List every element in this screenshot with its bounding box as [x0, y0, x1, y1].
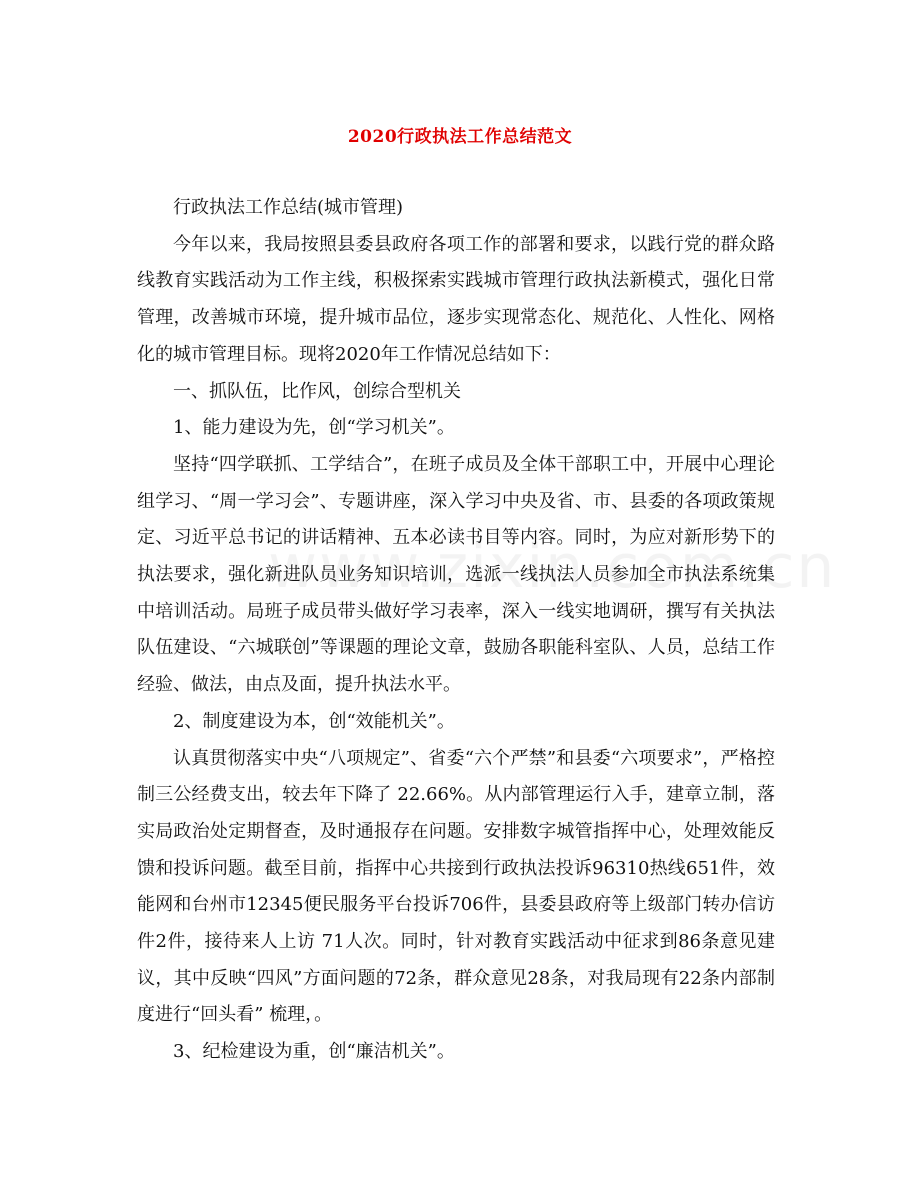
body-paragraph-2: 认真贯彻落实中央“八项规定”、省委“六个严禁”和县委“六项要求”，严格控制三公经费支出，较去年下降了 22.66%。从内部管理运行入手，建章立制，落实局政治处定期督查，及时通报存在问题。安排数字城管指挥中心，处理效能反馈和投诉问题。截至目前，指挥中心共接到行政执法投诉96310热线651件，效能网和台州市12345便民服务平台投诉706件，县委县政府等上级部门转办信访件2件，接待来人上访 71人次。同时，针对教育实践活动中征求到86条意见建议，其中反映“四风”方面问题的72条，群众意见28条，对我局现有22条内部制度进行“回头看” 梳理，。 [137, 747, 775, 1026]
subsection-heading-3: 3、纪检建设为重，创“廉洁机关”。 [173, 1041, 455, 1063]
subsection-heading-2: 2、制度建设为本，创“效能机关”。 [173, 710, 455, 732]
body-paragraph-1: 坚持“四学联抓、工学结合”，在班子成员及全体干部职工中，开展中心理论组学习、“周一学习会”、专题讲座，深入学习中央及省、市、县委的各项政策规定、习近平总书记的讲话精神、五本必读书目等内容。同时，为应对新形势下的执法要求，强化新进队员业务知识培训，选派一线执法人员参加全市执法系统集中培训活动。局班子成员带头做好学习表率，深入一线实地调研，撰写有关执法队伍建设、“六城联创”等课题的理论文章，鼓励各职能科室队、人员，总结工作经验、做法，由点及面，提升执法水平。 [137, 453, 775, 696]
section-subtitle: 行政执法工作总结(城市管理) [173, 197, 404, 218]
subsection-heading-1: 1、能力建设为先，创“学习机关”。 [173, 417, 455, 439]
section-heading-1: 一、抓队伍，比作风，创综合型机关 [173, 380, 461, 402]
document-title: 2020行政执法工作总结范文 [347, 127, 573, 147]
document-body [137, 190, 775, 1071]
intro-paragraph: 今年以来，我局按照县委县政府各项工作的部署和要求，以践行党的群众路线教育实践活动为工作主线，积极探索实践城市管理行政执法新模式，强化日常管理，改善城市环境，提升城市品位，逐步实现常态化、规范化、人性化、网格化的城市管理目标。现将2020年工作情况总结如下： [137, 233, 775, 365]
